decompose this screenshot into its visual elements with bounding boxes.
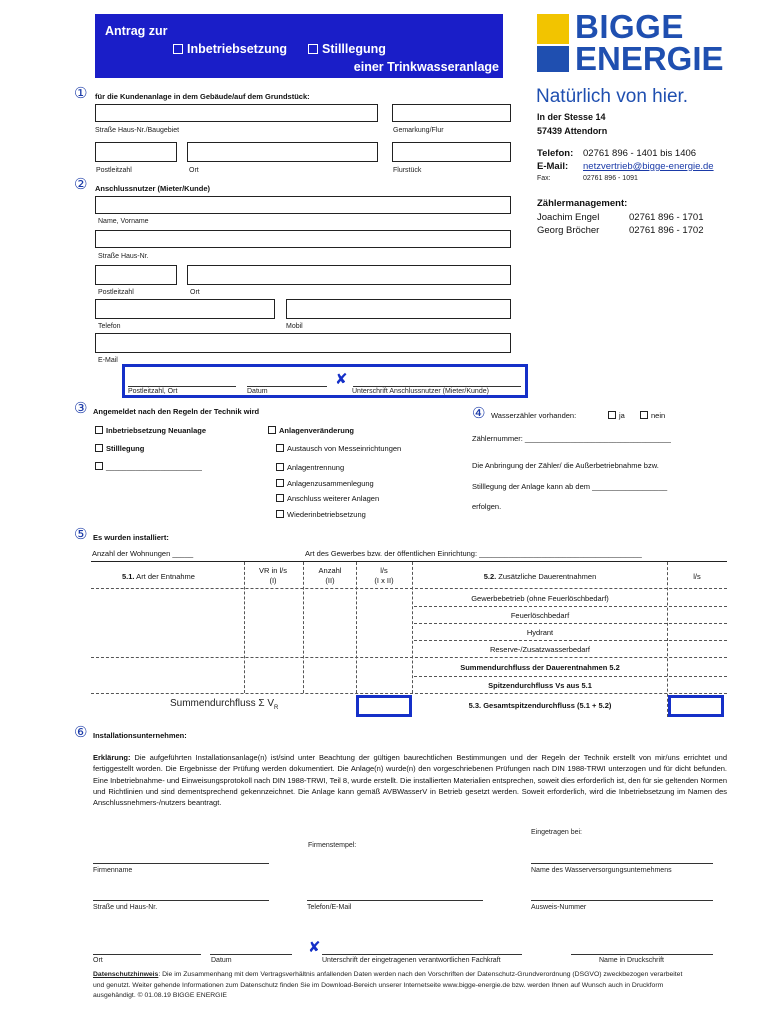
s6-druck-label: Name in Druckschrift xyxy=(599,957,664,964)
s3-checkbox3[interactable] xyxy=(95,462,103,470)
s6-signature-x-icon: ✘ xyxy=(308,938,321,956)
s4-text1: Die Anbringung der Zähler/ die Außerbetriebnahme bzw. xyxy=(472,461,659,470)
footer-datenschutz xyxy=(93,970,693,1002)
section2-icon: ② xyxy=(74,175,88,193)
s3-checkbox2[interactable] xyxy=(95,444,103,452)
section1-icon: ① xyxy=(74,84,88,102)
s5-summe-label: Summendurchfluss Σ $V_R$ xyxy=(170,698,279,711)
s6-eingetragen: Eingetragen bei: xyxy=(531,829,582,836)
table-col-line-4 xyxy=(412,562,413,693)
table-row-line-2 xyxy=(414,623,727,624)
s3-right-option5[interactable] xyxy=(276,494,379,503)
section5-title: Es wurden installiert: xyxy=(93,533,169,542)
s6-wvu-line[interactable] xyxy=(531,863,713,864)
s6-firmenname-line[interactable] xyxy=(93,863,269,864)
option-stilllegung-label: Stilllegung xyxy=(321,42,386,56)
s3-right-option4[interactable] xyxy=(276,479,374,488)
s5-gesamt-field[interactable] xyxy=(668,695,724,717)
logo-mark-icon xyxy=(537,14,569,72)
table-head-vr-a: VR in l/s xyxy=(259,566,287,575)
section3-title: Angemeldet nach den Regeln der Technik wird xyxy=(93,407,260,416)
s3-right-option6-label: Wiederinbetriebsetzung xyxy=(287,510,366,519)
s3-option1-label: Inbetriebsetzung Neuanlage xyxy=(106,426,207,435)
s1-plz-field[interactable] xyxy=(95,142,177,162)
s6-erklaerung xyxy=(93,752,727,808)
s4-ja-label: ja xyxy=(619,411,625,420)
table-row-line-0 xyxy=(91,588,727,589)
s2-plz-field[interactable] xyxy=(95,265,177,285)
section6-icon: ⑥ xyxy=(74,723,88,741)
s1-flurstueck-label: Flurstück xyxy=(393,167,422,174)
s6-erklaerung-text: Die aufgeführten Installationsanlage(n) ist/sind unter Beachtung der gültigen baurechtlichen Bestimmungen und der Regeln der Technik erstellt von mir/uns errichtet und fertiggestellt worden. Die Ergebnisse der Prüfung werden dokumentiert. Die Anlage(n) wurde(n) den vorgeschriebenen Prüfungen nach DIN 1988-TRWI unterzogen und für dicht befunden. Eine Inbetriebnahme- und Einweisungsprotokoll nach DIN 1988-TRWI, Teil 8, wurde erstellt. Die installierten Materialien entsprechen, soweit dies erforderlich ist, den für sie geltenden Normen und Richtlinien und sind dementsprechend gekennzeichnet. Die Anlage kann gemäß AVBWasserV in Betrieb gesetzt werden. Soweit erforderlich, wird die Inbetriebsetzung im Namen des Anschlussnehmers-/nutzers beantragt. xyxy=(93,753,727,808)
contact-city: 57439 Attendorn xyxy=(537,126,608,136)
s3-right-option3[interactable] xyxy=(276,463,344,472)
table-row-line-1 xyxy=(414,606,727,607)
s4-text2[interactable]: Stilllegung der Anlage kann ab dem __________________ xyxy=(472,482,668,491)
section4-icon: ④ xyxy=(472,404,486,422)
s3-option3[interactable] xyxy=(95,462,202,471)
s3-right-checkbox1[interactable] xyxy=(268,426,276,434)
meter-person1: Joachim Engel xyxy=(537,212,600,223)
company-logo xyxy=(537,8,737,77)
s2-telefon-field[interactable] xyxy=(95,299,275,319)
s2-sig-date-line xyxy=(247,386,327,387)
s6-ort-line[interactable] xyxy=(93,954,201,955)
table-head-ls-b: (I x II) xyxy=(374,576,394,585)
table-head-anzahl-b: (II) xyxy=(325,576,335,585)
s6-ort-label: Ort xyxy=(93,957,103,964)
s4-nein-checkbox[interactable] xyxy=(640,411,648,419)
table-head-ls-a: l/s xyxy=(380,566,388,575)
checkbox-stilllegung[interactable] xyxy=(308,44,318,54)
s2-sig-date-label: Datum xyxy=(247,388,268,395)
brand-line2: ENERGIE xyxy=(575,40,724,77)
table-head-vr-b: (I) xyxy=(269,576,277,585)
s6-strasse-label: Straße und Haus-Nr. xyxy=(93,904,158,911)
s1-flurstueck-field[interactable] xyxy=(392,142,511,162)
meter-person2-phone: 02761 896 - 1702 xyxy=(629,225,704,236)
s6-firmenname-label: Firmenname xyxy=(93,867,133,874)
s3-right-checkbox6[interactable] xyxy=(276,510,284,518)
s6-signature-label: Unterschrift der eingetragenen verantwortlichen Fachkraft xyxy=(322,957,501,964)
s2-telefon-label: Telefon xyxy=(98,323,121,330)
s6-telefon-line[interactable] xyxy=(307,900,483,901)
s3-option2-label: Stilllegung xyxy=(106,444,145,453)
meter-person1-phone: 02761 896 - 1701 xyxy=(629,212,704,223)
s2-sig-label: Unterschrift Anschlussnutzer (Mieter/Kunde) xyxy=(352,388,489,395)
s3-right-checkbox2[interactable] xyxy=(276,444,284,452)
checkbox-inbetriebsetzung[interactable] xyxy=(173,44,183,54)
s4-label: Wasserzähler vorhanden: xyxy=(491,411,577,420)
table-row-line-4 xyxy=(91,657,727,658)
s2-sig-line xyxy=(353,386,521,387)
s1-gemarkung-field[interactable] xyxy=(392,104,511,122)
s2-sig-place-line xyxy=(128,386,236,387)
table-head-entnahme: 5.1. Art der Entnahme xyxy=(122,572,195,581)
s3-option1[interactable] xyxy=(95,426,206,435)
table-row-gewerbe: Gewerbebetrieb (ohne Feuerlöschbedarf) xyxy=(471,594,609,603)
s2-signature-x-icon: ✘ xyxy=(335,370,348,388)
s4-zaehler-field[interactable]: Zählernummer: ___________________________________ xyxy=(472,434,671,443)
s1-street-field[interactable] xyxy=(95,104,378,122)
s4-nein[interactable] xyxy=(640,411,665,420)
s1-ort-label: Ort xyxy=(189,167,199,174)
table-top-line xyxy=(91,561,727,562)
s3-right-checkbox4[interactable] xyxy=(276,479,284,487)
s6-wvu-label: Name des Wasserversorgungsunternehmens xyxy=(531,867,672,874)
s4-ja[interactable] xyxy=(608,411,625,420)
s2-name-field[interactable] xyxy=(95,196,511,214)
s6-telefon-label: Telefon/E-Mail xyxy=(307,904,352,911)
s3-right-option5-label: Anschluss weiterer Anlagen xyxy=(287,494,380,503)
section5-icon: ⑤ xyxy=(74,525,88,543)
table-head-anzahl xyxy=(305,566,355,586)
s4-nein-label: nein xyxy=(651,411,666,420)
s1-plz-label: Postleitzahl xyxy=(96,167,132,174)
s3-right-checkbox5[interactable] xyxy=(276,494,284,502)
s3-right-option1-label: Anlagenveränderung xyxy=(279,426,355,435)
title-line3: einer Trinkwasseranlage xyxy=(353,60,499,74)
table-row-summe-dauer: Summendurchfluss der Dauerentnahmen 5.2 xyxy=(460,663,620,672)
s3-right-option1[interactable] xyxy=(268,426,354,435)
s6-datum-line[interactable] xyxy=(210,954,292,955)
s2-sig-place-label: Postleitzahl, Ort xyxy=(128,388,178,395)
table-row-line-5 xyxy=(414,676,727,677)
table-row-gesamt: 5.3. Gesamtspitzendurchfluss (5.1 + 5.2) xyxy=(468,701,612,710)
s6-datum-label: Datum xyxy=(211,957,232,964)
footer-label: Datenschutzhinweis xyxy=(93,971,159,978)
table-head-vr xyxy=(248,566,298,586)
s2-ort-field[interactable] xyxy=(187,265,511,285)
s6-strasse-line[interactable] xyxy=(93,900,269,901)
s2-mobil-field[interactable] xyxy=(286,299,511,319)
s5-wohnungen[interactable]: Anzahl der Wohnungen _____ xyxy=(92,549,194,558)
meter-title: Zählermanagement: xyxy=(537,198,628,209)
s6-stempel: Firmenstempel: xyxy=(308,842,357,849)
table-row-hydrant: Hydrant xyxy=(526,628,554,637)
table-head-dauer: 5.2. Zusätzliche Dauerentnahmen xyxy=(483,572,597,581)
contact-email-label: E-Mail: xyxy=(537,161,569,172)
brand-line1: BIGGE xyxy=(575,8,684,45)
s6-ausweis-label: Ausweis-Nummer xyxy=(531,904,587,911)
s2-street-label: Straße Haus-Nr. xyxy=(98,253,149,260)
contact-email[interactable]: netzvertrieb@bigge-energie.de xyxy=(583,161,714,172)
contact-fax: 02761 896 - 1091 xyxy=(583,175,638,182)
s2-street-field[interactable] xyxy=(95,230,511,248)
s2-email-field[interactable] xyxy=(95,333,511,353)
table-col-line-2 xyxy=(303,562,304,693)
slogan: Natürlich von hier. xyxy=(536,86,689,107)
section6-title: Installationsunternehmen: xyxy=(93,731,187,740)
footer-text: : Die im Zusammenhang mit dem Vertragsverhältnis anfallenden Daten werden nach den Vorschriften der Datenschutz-Grundverordnung (DSGVO) zweckbezogen verarbeitet und genutzt. Weiter gehende Informationen zum Datenschutz finden Sie im Download-Bereich unserer Internetseite www.bigge-energie.de bzw. werden Ihnen auf Wunsch auch in Druckform ausgehändigt. © 01.08.19 BIGGE ENERGIE xyxy=(93,971,683,999)
s3-right-option3-label: Anlagentrennung xyxy=(287,463,345,472)
table-row-spitzen: Spitzendurchfluss Vs aus 5.1 xyxy=(488,681,592,690)
s2-name-label: Name, Vorname xyxy=(98,218,149,225)
section2-title: Anschlussnutzer (Mieter/Kunde) xyxy=(95,184,211,193)
s3-checkbox1[interactable] xyxy=(95,426,103,434)
table-head-ls xyxy=(358,566,410,586)
contact-fax-label: Fax: xyxy=(537,175,551,182)
s6-signature-line[interactable] xyxy=(322,954,522,955)
table-row-line-6 xyxy=(91,693,727,694)
s6-druck-line[interactable] xyxy=(571,954,713,955)
title-options xyxy=(173,42,386,56)
s3-right-checkbox3[interactable] xyxy=(276,463,284,471)
table-col-line-3 xyxy=(356,562,357,693)
title-banner xyxy=(95,14,503,78)
table-col-line-1 xyxy=(244,562,245,693)
s3-right-option2[interactable] xyxy=(276,444,401,453)
s3-right-option2-label: Austausch von Messeinrichtungen xyxy=(287,444,402,453)
s3-option2[interactable] xyxy=(95,444,144,453)
s3-option3-label: _______________________ xyxy=(106,462,202,471)
s2-plz-label: Postleitzahl xyxy=(98,289,134,296)
meter-person2: Georg Bröcher xyxy=(537,225,600,236)
s6-ausweis-line[interactable] xyxy=(531,900,713,901)
s6-erklaerung-label: Erklärung: xyxy=(93,753,131,762)
table-row-line-3 xyxy=(414,640,727,641)
s5-gewerbe[interactable]: Art des Gewerbes bzw. der öffentlichen Einrichtung: _______________________________________ xyxy=(305,549,642,558)
s1-gemarkung-label: Gemarkung/Flur xyxy=(393,127,444,134)
s2-email-label: E-Mail xyxy=(98,357,118,364)
s3-right-option4-label: Anlagenzusammenlegung xyxy=(287,479,374,488)
option-inbetriebsetzung-label: Inbetriebsetzung xyxy=(187,42,288,56)
table-row-reserve: Reserve-/Zusatzwasserbedarf xyxy=(489,645,591,654)
section3-icon: ③ xyxy=(74,399,88,417)
s1-ort-field[interactable] xyxy=(187,142,378,162)
contact-street: In der Stesse 14 xyxy=(537,112,606,122)
s3-right-option6[interactable] xyxy=(276,510,366,519)
s4-ja-checkbox[interactable] xyxy=(608,411,616,419)
table-col-line-5 xyxy=(667,562,668,717)
s5-summe-field[interactable] xyxy=(356,695,412,717)
table-row-feuer: Feuerlöschbedarf xyxy=(510,611,570,620)
s2-ort-label: Ort xyxy=(190,289,200,296)
s4-text3: erfolgen. xyxy=(472,502,502,511)
section1-title: für die Kundenanlage in dem Gebäude/auf dem Grundstück: xyxy=(95,92,310,101)
contact-phone: 02761 896 - 1401 bis 1406 xyxy=(583,148,697,159)
s2-mobil-label: Mobil xyxy=(286,323,303,330)
s1-street-label: Straße Haus-Nr./Baugebiet xyxy=(95,127,180,134)
table-head-ls2: l/s xyxy=(693,572,701,581)
title-line1: Antrag zur xyxy=(105,24,168,38)
contact-phone-label: Telefon: xyxy=(537,148,574,159)
table-head-anzahl-a: Anzahl xyxy=(318,566,342,575)
